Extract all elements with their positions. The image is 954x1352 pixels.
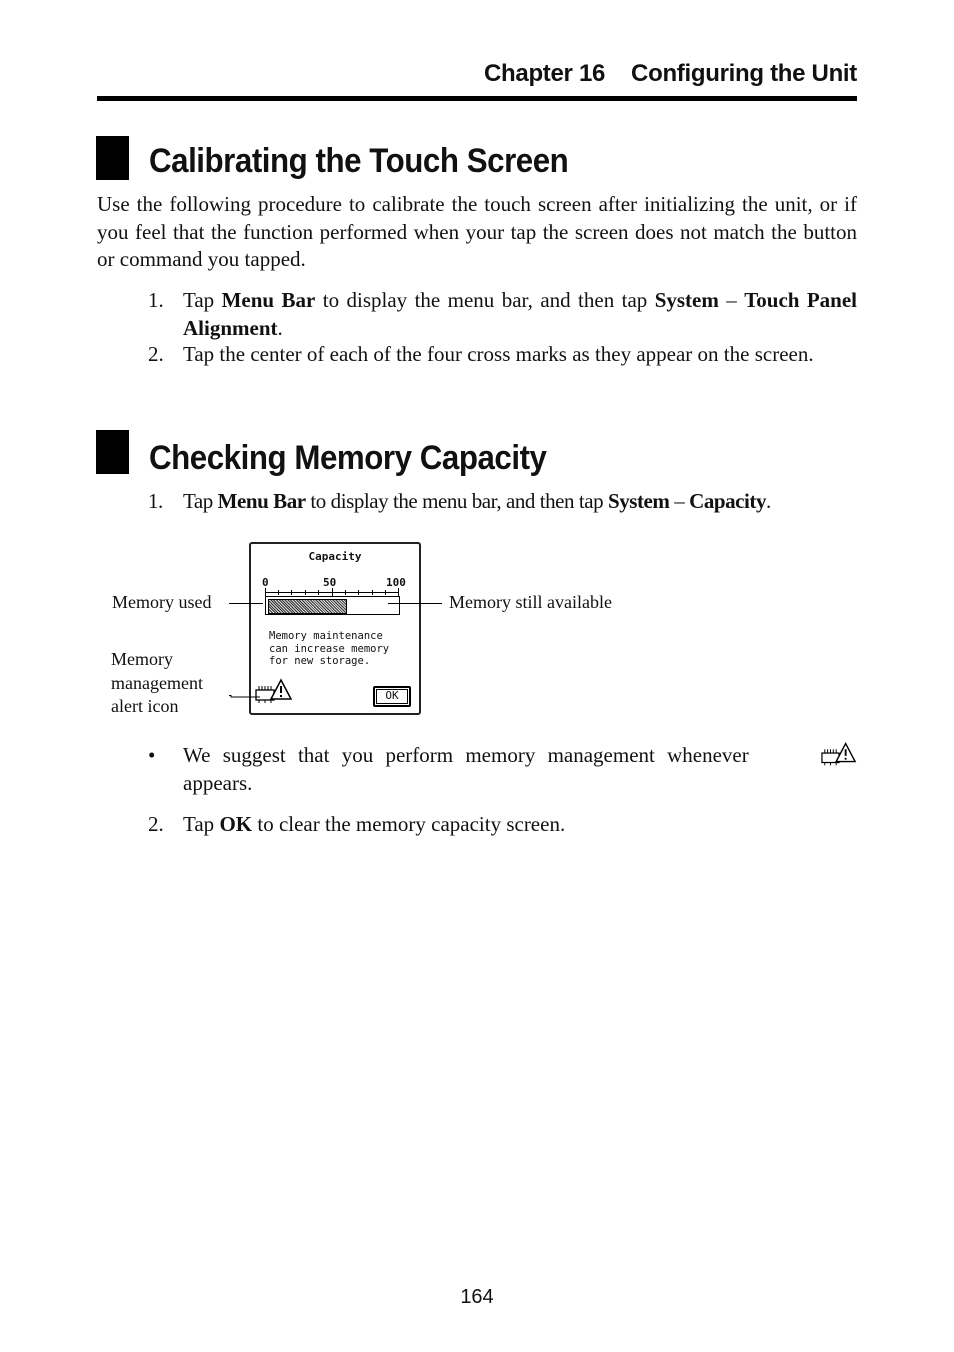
step-bold-menu-bar: Menu Bar xyxy=(221,288,316,312)
bullet-suggestion xyxy=(148,742,857,798)
step-text: – xyxy=(718,288,745,312)
callout-line xyxy=(388,603,442,604)
chapter-title: Configuring the Unit xyxy=(631,60,857,87)
callout-text: alert icon xyxy=(111,696,179,716)
step-bold-ok: OK xyxy=(219,812,253,836)
callout-memory-available: Memory still available xyxy=(449,592,612,612)
step-text: to clear the memory capacity screen. xyxy=(252,812,566,836)
ok-button[interactable]: OK xyxy=(373,686,411,707)
callout-line xyxy=(229,693,261,705)
memory-used-fill xyxy=(268,599,347,614)
step-text: Tap xyxy=(183,812,220,836)
step-bold-system: System xyxy=(654,288,719,312)
callout-text: management xyxy=(111,672,203,693)
message-line: for new storage. xyxy=(269,655,371,667)
step-number: 2. xyxy=(148,812,164,836)
bullet-text: appears. xyxy=(183,770,253,795)
step-text: to display the menu bar, and then tap xyxy=(315,288,655,312)
step-text: – xyxy=(669,489,690,513)
section-marker xyxy=(96,136,129,180)
message-line: Memory maintenance xyxy=(269,630,383,642)
step-text: to display the menu bar, and then tap xyxy=(305,489,608,513)
step-number: 1. xyxy=(148,288,164,312)
intro-paragraph: Use the following procedure to calibrate the touch screen after initializing the unit, or if you feel that the function performed when your tap the screen does not match the button or command you tapped. xyxy=(97,192,857,271)
step-1-calibrate xyxy=(148,287,857,343)
scale-label-0: 0 xyxy=(262,576,269,589)
step-bold-touch-panel-alignment: Touch Panel Alignment xyxy=(183,288,858,340)
step-bold-menu-bar: Menu Bar xyxy=(217,489,306,513)
callout-line xyxy=(229,603,263,604)
step-2-calibrate xyxy=(148,341,857,397)
page-number: 164 xyxy=(460,1286,494,1308)
memory-alert-icon xyxy=(821,741,857,767)
section-title-memory: Checking Memory Capacity xyxy=(149,439,547,477)
step-text: Tap xyxy=(183,489,218,513)
callout-memory-used: Memory used xyxy=(112,592,212,612)
step-text: Tap xyxy=(183,288,222,312)
step-1-capacity xyxy=(148,488,857,516)
step-number: 2. xyxy=(148,342,164,366)
capacity-screen-figure xyxy=(249,542,421,715)
section-marker xyxy=(96,430,129,474)
callout-alert-icon xyxy=(111,648,203,719)
memory-capacity-bar xyxy=(265,596,400,615)
step-text: Tap the center of each of the four cross marks as they appear on the screen. xyxy=(183,342,814,366)
step-text: . xyxy=(766,489,771,513)
memory-message xyxy=(269,630,389,668)
step-bold-capacity: Capacity xyxy=(689,489,767,513)
section-title-calibrating: Calibrating the Touch Screen xyxy=(149,142,569,180)
step-text: . xyxy=(277,315,283,340)
step-bold-system: System xyxy=(608,489,670,513)
message-line: can increase memory xyxy=(269,642,390,655)
scale-label-50: 50 xyxy=(323,576,337,589)
chapter-header xyxy=(97,60,857,88)
bullet-text: We suggest that you perform memory management whenever xyxy=(183,743,749,767)
capacity-screen-title: Capacity xyxy=(308,550,362,563)
callout-text: Memory xyxy=(111,649,173,669)
chapter-number: Chapter 16 xyxy=(484,60,606,87)
step-2-capacity xyxy=(148,811,857,839)
bullet-symbol: • xyxy=(148,743,156,767)
scale-label-100: 100 xyxy=(386,576,406,589)
header-rule xyxy=(97,96,857,101)
step-number: 1. xyxy=(148,489,163,513)
